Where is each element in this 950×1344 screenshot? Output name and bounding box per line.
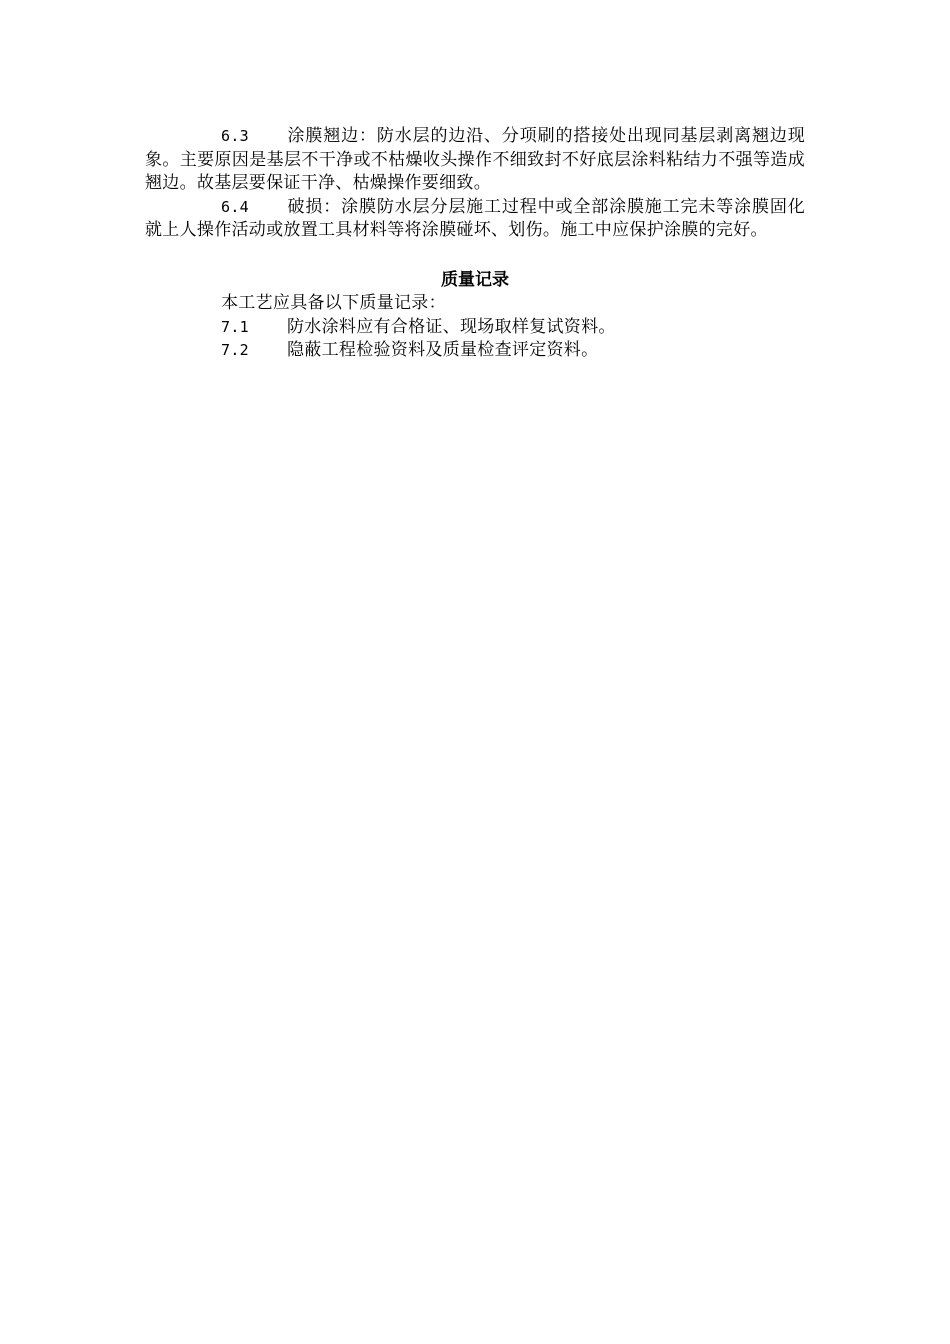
section-intro: 本工艺应具备以下质量记录： [221,293,446,313]
document-page [145,125,805,363]
paragraph-7-2 [145,339,805,363]
paragraph-6-4 [145,196,805,243]
item-text: 涂膜翘边：防水层的边沿、分项刷的搭接处出现同基层剥离翘边现象。主要原因是基层不干净或不枯燥收头操作不细致封不好底层涂料粘结力不强等造成翘边。故基层要保证干净、枯燥操作要细致。 [145,126,805,193]
section-title: 质量记录 [441,269,509,290]
item-text: 破损：涂膜防水层分层施工过程中或全部涂膜施工完未等涂膜固化就上人操作活动或放置工具材料等将涂膜碰坏、划伤。施工中应保护涂膜的完好。 [145,196,805,240]
paragraph-7-1 [145,316,805,340]
item-number: 7.2 [221,341,249,359]
item-number: 6.4 [221,197,249,216]
item-text: 防水涂料应有合格证、现场取样复试资料。 [287,316,616,337]
item-text: 隐蔽工程检验资料及质量检查评定资料。 [287,340,599,360]
item-number: 7.1 [221,317,249,336]
paragraph-6-3 [145,125,805,196]
item-number: 6.3 [221,127,249,145]
